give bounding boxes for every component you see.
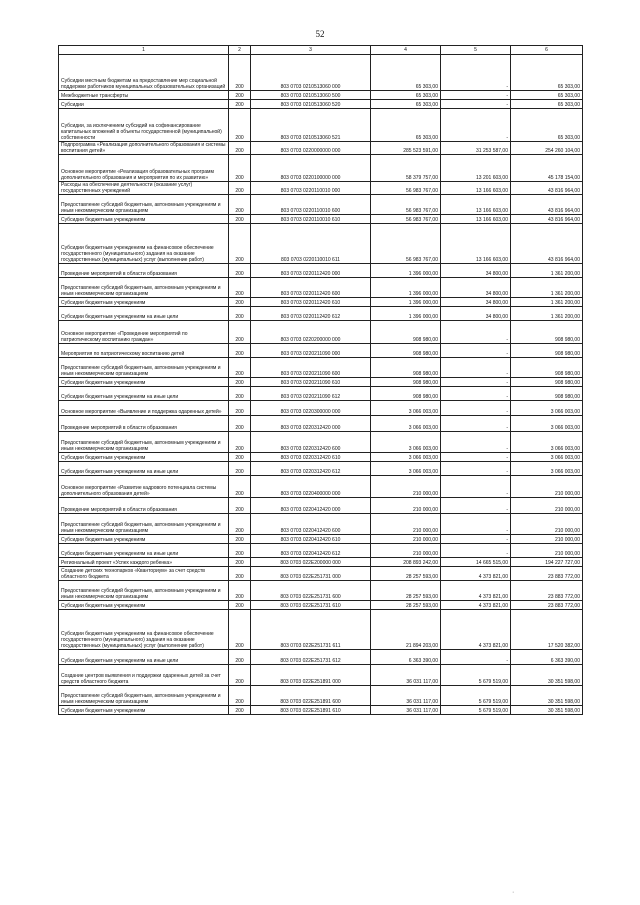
- row-kbk: 803 0703 0220110010 610: [251, 215, 371, 224]
- row-col-6: 908 980,00: [511, 344, 583, 358]
- row-col-6: 210 000,00: [511, 535, 583, 544]
- row-name: Предоставление субсидий бюджетным, автономным учреждениям и иным некоммерческим организациям: [59, 432, 229, 453]
- row-col-6: 1 361 200,00: [511, 264, 583, 278]
- row-name: Создание центров выявления и поддержки одаренных детей за счет средств областного бюджета: [59, 665, 229, 686]
- table-row: [59, 514, 583, 535]
- table-row: [59, 195, 583, 215]
- row-code: 200: [229, 195, 251, 215]
- table-row: [59, 476, 583, 498]
- row-col-6: 210 000,00: [511, 544, 583, 558]
- row-col-5: -: [441, 650, 511, 665]
- row-kbk: 803 0703 0210513060 000: [251, 55, 371, 91]
- row-col-6: 210 000,00: [511, 498, 583, 514]
- row-name: Субсидии: [59, 100, 229, 109]
- table-row: [59, 224, 583, 264]
- row-name: Субсидии бюджетным учреждениям на иные цели: [59, 307, 229, 321]
- row-kbk: 803 0703 0220412420 610: [251, 535, 371, 544]
- table-row: [59, 142, 583, 155]
- row-name: Субсидии бюджетным учреждениям на иные цели: [59, 544, 229, 558]
- header-col-3: 3: [251, 46, 371, 55]
- table-row: [59, 321, 583, 344]
- row-kbk: 803 0703 0220412420 600: [251, 514, 371, 535]
- row-col-4: 56 983 767,00: [371, 224, 441, 264]
- row-kbk: 803 0703 0220211090 000: [251, 344, 371, 358]
- row-kbk: 803 0703 0220110010 600: [251, 195, 371, 215]
- row-name: Субсидии бюджетным учреждениям: [59, 453, 229, 462]
- row-name: Региональный проект «Успех каждого ребенка»: [59, 558, 229, 567]
- row-name: Подпрограмма «Реализация дополнительного образования и системы воспитания детей»: [59, 142, 229, 155]
- row-kbk: 803 0703 0220100000 000: [251, 155, 371, 182]
- row-col-5: 4 373 821,00: [441, 581, 511, 601]
- row-kbk: 803 0703 0220211090 600: [251, 358, 371, 378]
- row-col-4: 208 893 242,00: [371, 558, 441, 567]
- table-row: [59, 55, 583, 91]
- table-row: [59, 344, 583, 358]
- row-col-6: 210 000,00: [511, 476, 583, 498]
- row-col-5: -: [441, 100, 511, 109]
- row-name: Субсидии бюджетным учреждениям на иные цели: [59, 650, 229, 665]
- table-row: [59, 581, 583, 601]
- row-col-6: 908 980,00: [511, 358, 583, 378]
- row-col-4: 36 031 117,00: [371, 706, 441, 715]
- row-col-5: -: [441, 358, 511, 378]
- row-col-4: 210 000,00: [371, 514, 441, 535]
- table-row: [59, 665, 583, 686]
- row-kbk: 803 0703 0220112420 600: [251, 278, 371, 298]
- table-row: [59, 610, 583, 650]
- row-name: Предоставление субсидий бюджетным, автономным учреждениям и иным некоммерческим организациям: [59, 581, 229, 601]
- row-code: 200: [229, 567, 251, 581]
- row-col-6: 3 066 003,00: [511, 416, 583, 432]
- row-name: Межбюджетные трансферты: [59, 91, 229, 100]
- page-number: 52: [315, 29, 325, 39]
- row-col-5: -: [441, 544, 511, 558]
- row-col-6: 43 816 964,00: [511, 215, 583, 224]
- row-kbk: 803 0703 0220112420 610: [251, 298, 371, 307]
- row-col-6: 23 883 772,00: [511, 567, 583, 581]
- row-name: Субсидии бюджетным учреждениям: [59, 601, 229, 610]
- row-kbk: 803 0703 022E200000 000: [251, 558, 371, 567]
- row-name: Субсидии бюджетным учреждениям на финансовое обеспечение государственного (муниципального) задания на оказание государственных (муниципальных) услуг (выполнение работ): [59, 224, 229, 264]
- row-col-6: 65 303,00: [511, 100, 583, 109]
- row-col-5: -: [441, 476, 511, 498]
- table-row: [59, 558, 583, 567]
- table-row: [59, 535, 583, 544]
- row-col-6: 6 363 390,00: [511, 650, 583, 665]
- row-col-4: 65 303,00: [371, 55, 441, 91]
- table-header-row: [59, 46, 583, 55]
- row-col-6: 17 520 382,00: [511, 610, 583, 650]
- row-name: Субсидии бюджетным учреждениям: [59, 298, 229, 307]
- row-col-5: 5 679 519,00: [441, 665, 511, 686]
- row-name: Субсидии бюджетным учреждениям на иные цели: [59, 387, 229, 401]
- header-col-5: 5: [441, 46, 511, 55]
- table-row: [59, 182, 583, 195]
- table-row: [59, 155, 583, 182]
- row-kbk: 803 0703 0210513060 521: [251, 109, 371, 142]
- row-name: Субсидии бюджетным учреждениям на финансовое обеспечение государственного (муниципального) задания на оказание государственных (муниципальных) услуг (выполнение работ): [59, 610, 229, 650]
- table-row: [59, 462, 583, 476]
- row-code: 200: [229, 650, 251, 665]
- row-name: Проведение мероприятий в области образования: [59, 498, 229, 514]
- row-col-5: -: [441, 344, 511, 358]
- row-col-6: 210 000,00: [511, 514, 583, 535]
- row-code: 200: [229, 278, 251, 298]
- row-code: 200: [229, 182, 251, 195]
- row-col-5: 13 166 603,00: [441, 215, 511, 224]
- row-col-5: -: [441, 535, 511, 544]
- row-col-6: 3 066 003,00: [511, 401, 583, 416]
- row-kbk: 803 0703 0210513060 500: [251, 91, 371, 100]
- row-col-6: 1 361 200,00: [511, 278, 583, 298]
- row-col-5: -: [441, 321, 511, 344]
- row-name: Субсидии местным бюджетам на предоставление мер социальной поддержки работников муниципальных образовательных организаций: [59, 55, 229, 91]
- row-col-6: 43 816 964,00: [511, 224, 583, 264]
- row-col-4: 65 303,00: [371, 100, 441, 109]
- table-row: [59, 601, 583, 610]
- row-col-4: 210 000,00: [371, 476, 441, 498]
- row-col-5: -: [441, 432, 511, 453]
- row-kbk: 803 0703 0220400000 000: [251, 476, 371, 498]
- row-col-4: 908 980,00: [371, 387, 441, 401]
- row-col-5: 5 679 519,00: [441, 686, 511, 706]
- row-name: Предоставление субсидий бюджетным, автономным учреждениям и иным некоммерческим организациям: [59, 686, 229, 706]
- row-name: Основное мероприятие «Реализация образовательных программ дополнительного образования и мероприятия по их развитию»: [59, 155, 229, 182]
- row-col-5: -: [441, 416, 511, 432]
- row-code: 200: [229, 498, 251, 514]
- row-col-6: 30 351 598,00: [511, 686, 583, 706]
- row-col-6: 908 980,00: [511, 321, 583, 344]
- row-kbk: 803 0703 0220312420 610: [251, 453, 371, 462]
- row-kbk: 803 0703 0220300000 000: [251, 401, 371, 416]
- row-kbk: 803 0703 022E251891 000: [251, 665, 371, 686]
- table-row: [59, 378, 583, 387]
- table-row: [59, 358, 583, 378]
- row-col-4: 28 257 593,00: [371, 581, 441, 601]
- row-col-5: 31 253 587,00: [441, 142, 511, 155]
- row-col-6: 23 883 772,00: [511, 601, 583, 610]
- row-name: Основное мероприятие «Проведение мероприятий по патриотическому воспитанию граждан»: [59, 321, 229, 344]
- row-code: 200: [229, 91, 251, 100]
- row-kbk: 803 0703 022E251891 610: [251, 706, 371, 715]
- row-code: 200: [229, 344, 251, 358]
- row-col-5: -: [441, 91, 511, 100]
- row-code: 200: [229, 215, 251, 224]
- row-name: Субсидии бюджетным учреждениям: [59, 378, 229, 387]
- row-col-6: 45 178 154,00: [511, 155, 583, 182]
- row-col-6: 30 351 598,00: [511, 665, 583, 686]
- row-col-4: 908 980,00: [371, 378, 441, 387]
- row-kbk: 803 0703 0220110010 611: [251, 224, 371, 264]
- row-col-6: 3 066 003,00: [511, 453, 583, 462]
- row-kbk: 803 0703 0220211090 612: [251, 387, 371, 401]
- table-row: [59, 453, 583, 462]
- row-code: 200: [229, 432, 251, 453]
- row-code: 200: [229, 378, 251, 387]
- row-code: 200: [229, 558, 251, 567]
- table-row: [59, 109, 583, 142]
- row-col-5: 34 800,00: [441, 298, 511, 307]
- row-kbk: 803 0703 022E251731 610: [251, 601, 371, 610]
- row-kbk: 803 0703 0220110010 000: [251, 182, 371, 195]
- row-kbk: 803 0703 0220412420 612: [251, 544, 371, 558]
- row-col-4: 56 983 767,00: [371, 182, 441, 195]
- row-col-5: -: [441, 387, 511, 401]
- header-col-4: 4: [371, 46, 441, 55]
- row-col-5: 13 166 603,00: [441, 195, 511, 215]
- row-col-4: 28 257 593,00: [371, 567, 441, 581]
- row-col-4: 210 000,00: [371, 544, 441, 558]
- row-col-5: 5 679 519,00: [441, 706, 511, 715]
- row-col-4: 3 066 003,00: [371, 462, 441, 476]
- table-row: [59, 706, 583, 715]
- row-col-4: 3 066 003,00: [371, 453, 441, 462]
- row-name: Проведение мероприятий в области образования: [59, 416, 229, 432]
- row-kbk: 803 0703 022E251731 611: [251, 610, 371, 650]
- table-row: [59, 215, 583, 224]
- row-kbk: 803 0703 0210513060 520: [251, 100, 371, 109]
- scan-mark: ·: [512, 889, 515, 896]
- row-code: 200: [229, 307, 251, 321]
- row-col-5: -: [441, 498, 511, 514]
- row-col-5: 13 201 603,00: [441, 155, 511, 182]
- row-col-6: 43 816 964,00: [511, 182, 583, 195]
- row-code: 200: [229, 544, 251, 558]
- row-name: Создание детских технопарков «Кванториум» за счет средств областного бюджета: [59, 567, 229, 581]
- row-name: Расходы на обеспечение деятельности (оказание услуг) государственных учреждений: [59, 182, 229, 195]
- row-kbk: 803 0703 0220312420 600: [251, 432, 371, 453]
- row-col-6: 43 816 964,00: [511, 195, 583, 215]
- row-name: Основное мероприятие «Выявление и поддержка одаренных детей»: [59, 401, 229, 416]
- row-name: Основное мероприятие «Развитие кадрового потенциала системы дополнительного образования детей»: [59, 476, 229, 498]
- row-code: 200: [229, 535, 251, 544]
- row-col-4: 28 257 593,00: [371, 601, 441, 610]
- row-col-5: 13 166 603,00: [441, 224, 511, 264]
- row-kbk: 803 0703 0220000000 000: [251, 142, 371, 155]
- row-col-6: 23 883 772,00: [511, 581, 583, 601]
- row-code: 200: [229, 55, 251, 91]
- row-col-6: 908 980,00: [511, 387, 583, 401]
- row-name: Предоставление субсидий бюджетным, автономным учреждениям и иным некоммерческим организациям: [59, 514, 229, 535]
- row-col-4: 285 523 591,00: [371, 142, 441, 155]
- row-code: 200: [229, 298, 251, 307]
- row-kbk: 803 0703 0220112420 000: [251, 264, 371, 278]
- row-code: 200: [229, 610, 251, 650]
- row-kbk: 803 0703 022E251731 612: [251, 650, 371, 665]
- row-name: Субсидии бюджетным учреждениям: [59, 706, 229, 715]
- table-row: [59, 650, 583, 665]
- row-col-5: 34 800,00: [441, 278, 511, 298]
- row-col-4: 56 983 767,00: [371, 195, 441, 215]
- row-kbk: 803 0703 0220112420 612: [251, 307, 371, 321]
- row-col-5: 4 373 821,00: [441, 610, 511, 650]
- row-code: 200: [229, 387, 251, 401]
- table-row: [59, 91, 583, 100]
- row-col-4: 65 303,00: [371, 91, 441, 100]
- header-col-6: 6: [511, 46, 583, 55]
- row-col-6: 65 303,00: [511, 55, 583, 91]
- row-name: Проведение мероприятий в области образования: [59, 264, 229, 278]
- row-col-4: 3 066 003,00: [371, 401, 441, 416]
- row-code: 200: [229, 142, 251, 155]
- row-col-4: 56 983 767,00: [371, 215, 441, 224]
- row-col-4: 1 396 000,00: [371, 278, 441, 298]
- row-name: Предоставление субсидий бюджетным, автономным учреждениям и иным некоммерческим организациям: [59, 195, 229, 215]
- row-code: 200: [229, 706, 251, 715]
- row-col-4: 6 363 390,00: [371, 650, 441, 665]
- row-col-5: 14 665 515,00: [441, 558, 511, 567]
- row-col-5: -: [441, 378, 511, 387]
- row-code: 200: [229, 321, 251, 344]
- row-col-5: 34 800,00: [441, 264, 511, 278]
- row-col-5: -: [441, 401, 511, 416]
- row-col-4: 908 980,00: [371, 344, 441, 358]
- row-kbk: 803 0703 0220412420 000: [251, 498, 371, 514]
- row-col-4: 908 980,00: [371, 321, 441, 344]
- table-row: [59, 432, 583, 453]
- row-col-4: 65 303,00: [371, 109, 441, 142]
- row-kbk: 803 0703 022E251731 600: [251, 581, 371, 601]
- row-code: 200: [229, 224, 251, 264]
- table-row: [59, 387, 583, 401]
- table-row: [59, 100, 583, 109]
- table-row: [59, 544, 583, 558]
- row-kbk: 803 0703 0220312420 612: [251, 462, 371, 476]
- budget-table: [58, 45, 583, 715]
- row-col-4: 1 396 000,00: [371, 264, 441, 278]
- row-col-4: 36 031 117,00: [371, 665, 441, 686]
- row-code: 200: [229, 358, 251, 378]
- row-col-5: 4 373 821,00: [441, 601, 511, 610]
- row-col-6: 65 303,00: [511, 91, 583, 100]
- row-name: Субсидии, за исключением субсидий на софинансирование капитальных вложений в объекты государственной (муниципальной) собственности: [59, 109, 229, 142]
- row-col-6: 3 066 003,00: [511, 432, 583, 453]
- row-col-6: 1 361 200,00: [511, 307, 583, 321]
- row-code: 200: [229, 416, 251, 432]
- row-code: 200: [229, 109, 251, 142]
- table-row: [59, 278, 583, 298]
- row-col-6: 1 361 200,00: [511, 298, 583, 307]
- row-col-5: 4 373 821,00: [441, 567, 511, 581]
- row-col-4: 1 396 000,00: [371, 298, 441, 307]
- row-name: Субсидии бюджетным учреждениям на иные цели: [59, 462, 229, 476]
- row-name: Мероприятия по патриотическому воспитанию детей: [59, 344, 229, 358]
- row-col-5: -: [441, 514, 511, 535]
- row-kbk: 803 0703 0220211090 610: [251, 378, 371, 387]
- table-row: [59, 498, 583, 514]
- row-col-4: 21 894 203,00: [371, 610, 441, 650]
- row-col-6: 194 227 727,00: [511, 558, 583, 567]
- table-row: [59, 264, 583, 278]
- row-col-6: 3 066 003,00: [511, 462, 583, 476]
- row-kbk: 803 0703 022E251891 600: [251, 686, 371, 706]
- row-col-5: -: [441, 109, 511, 142]
- row-code: 200: [229, 514, 251, 535]
- table-row: [59, 401, 583, 416]
- row-code: 200: [229, 401, 251, 416]
- row-col-4: 36 031 117,00: [371, 686, 441, 706]
- row-col-4: 210 000,00: [371, 498, 441, 514]
- row-col-5: -: [441, 462, 511, 476]
- row-col-4: 908 980,00: [371, 358, 441, 378]
- row-kbk: 803 0703 0220312420 000: [251, 416, 371, 432]
- row-name: Предоставление субсидий бюджетным, автономным учреждениям и иным некоммерческим организациям: [59, 358, 229, 378]
- row-kbk: 803 0703 022E251731 000: [251, 567, 371, 581]
- table-body: [59, 55, 583, 715]
- row-col-5: -: [441, 55, 511, 91]
- table-row: [59, 686, 583, 706]
- row-code: 200: [229, 462, 251, 476]
- table-row: [59, 307, 583, 321]
- row-code: 200: [229, 686, 251, 706]
- row-col-6: 30 351 598,00: [511, 706, 583, 715]
- row-code: 200: [229, 453, 251, 462]
- row-code: 200: [229, 601, 251, 610]
- row-col-4: 210 000,00: [371, 535, 441, 544]
- row-name: Субсидии бюджетным учреждениям: [59, 215, 229, 224]
- row-col-5: -: [441, 453, 511, 462]
- row-col-4: 58 379 757,00: [371, 155, 441, 182]
- row-col-4: 3 066 003,00: [371, 416, 441, 432]
- row-col-6: 65 303,00: [511, 109, 583, 142]
- row-code: 200: [229, 264, 251, 278]
- row-code: 200: [229, 155, 251, 182]
- row-col-5: 13 166 603,00: [441, 182, 511, 195]
- header-col-1: 1: [59, 46, 229, 55]
- row-code: 200: [229, 476, 251, 498]
- row-col-5: 34 800,00: [441, 307, 511, 321]
- row-code: 200: [229, 100, 251, 109]
- row-kbk: 803 0703 0220200000 000: [251, 321, 371, 344]
- row-col-6: 254 260 104,00: [511, 142, 583, 155]
- table-row: [59, 298, 583, 307]
- row-col-4: 3 066 003,00: [371, 432, 441, 453]
- header-col-2: 2: [229, 46, 251, 55]
- row-col-6: 908 980,00: [511, 378, 583, 387]
- row-name: Предоставление субсидий бюджетным, автономным учреждениям и иным некоммерческим организациям: [59, 278, 229, 298]
- row-col-4: 1 396 000,00: [371, 307, 441, 321]
- row-code: 200: [229, 665, 251, 686]
- table-row: [59, 567, 583, 581]
- table-row: [59, 416, 583, 432]
- row-code: 200: [229, 581, 251, 601]
- row-name: Субсидии бюджетным учреждениям: [59, 535, 229, 544]
